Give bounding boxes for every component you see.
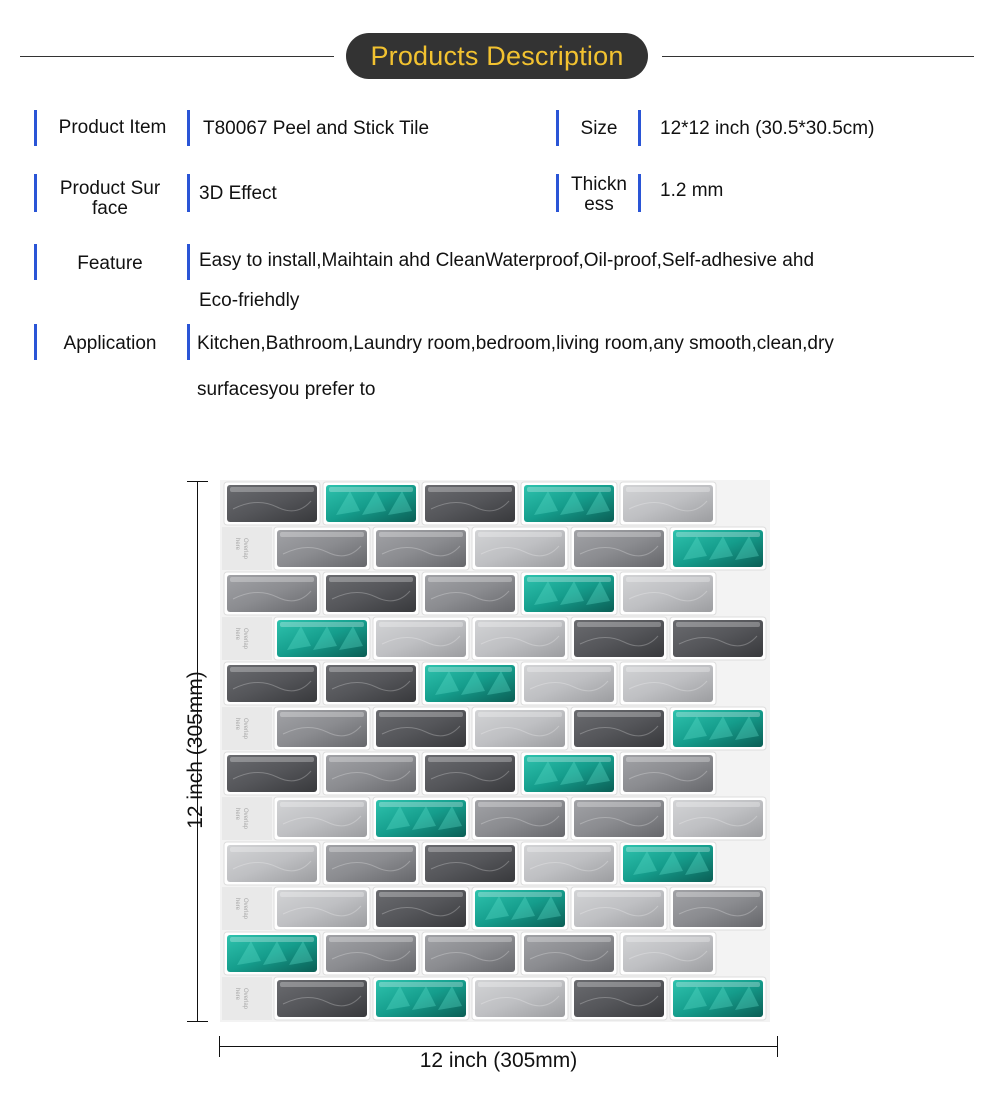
label-accent-bar <box>34 244 37 280</box>
brick-gloss <box>230 937 314 942</box>
brick-gloss <box>379 802 463 807</box>
brick-gloss <box>428 667 512 672</box>
brick-gloss <box>626 937 710 942</box>
tile-sheet-image <box>220 480 770 1022</box>
brick-gloss <box>527 937 611 942</box>
header-divider-right <box>662 56 974 57</box>
product-surface-label-line1: Product Sur <box>59 178 161 199</box>
brick-gloss <box>379 712 463 717</box>
brick-gloss <box>577 712 661 717</box>
application-value <box>197 321 957 413</box>
overlap-here-text: Overlaphere <box>234 808 248 830</box>
overlap-here-text: Overlaphere <box>234 628 248 650</box>
brick-gloss <box>230 487 314 492</box>
brick-gloss <box>527 847 611 852</box>
brick-gloss <box>626 847 710 852</box>
label-accent-bar <box>34 174 37 212</box>
brick-gloss <box>379 532 463 537</box>
brick-gloss <box>230 757 314 762</box>
brick-gloss <box>527 487 611 492</box>
thickness-label-line1: Thickn <box>571 174 627 195</box>
brick-gloss <box>626 757 710 762</box>
product-item-label: Product Item <box>58 117 167 138</box>
width-dimension-label: 12 inch (305mm) <box>419 1049 578 1072</box>
brick-gloss <box>230 847 314 852</box>
overlap-here-text: Overlaphere <box>234 718 248 740</box>
feature-value-line2: Eco-friehdly <box>199 290 300 311</box>
brick-gloss <box>676 532 760 537</box>
value-accent-bar <box>187 110 190 146</box>
page-title: Products Description <box>346 33 648 79</box>
value-accent-bar <box>187 324 190 360</box>
brick-gloss <box>527 757 611 762</box>
brick-gloss <box>577 892 661 897</box>
brick-gloss <box>379 622 463 627</box>
overlap-here-text: Overlaphere <box>234 988 248 1010</box>
brick-gloss <box>626 577 710 582</box>
feature-value <box>199 241 959 321</box>
brick-gloss <box>626 487 710 492</box>
thickness-label <box>562 175 636 215</box>
brick-gloss <box>478 982 562 987</box>
overlap-here-text: Overlaphere <box>234 538 248 560</box>
header-divider-left <box>20 56 334 57</box>
brick-gloss <box>329 757 413 762</box>
brick-gloss <box>478 802 562 807</box>
brick-gloss <box>230 667 314 672</box>
brick-gloss <box>280 622 364 627</box>
brick-gloss <box>280 712 364 717</box>
value-accent-bar <box>187 174 190 212</box>
brick-gloss <box>329 847 413 852</box>
brick-gloss <box>428 847 512 852</box>
brick-gloss <box>280 892 364 897</box>
feature-value-line1: Easy to install,Maihtain ahd CleanWaterproof,Oil-proof,Self-adhesive ahd <box>199 250 815 271</box>
label-accent-bar <box>556 174 559 212</box>
brick-gloss <box>626 667 710 672</box>
product-surface-label <box>40 179 180 219</box>
brick-gloss <box>478 712 562 717</box>
brick-gloss <box>230 577 314 582</box>
brick-gloss <box>329 667 413 672</box>
brick-gloss <box>577 982 661 987</box>
brick-gloss <box>379 982 463 987</box>
application-value-line2: surfacesyou prefer to <box>197 379 376 400</box>
height-dimension-label: 12 inch (305mm) <box>184 671 207 829</box>
brick-gloss <box>428 487 512 492</box>
brick-gloss <box>676 982 760 987</box>
overlap-here-text: Overlaphere <box>234 898 248 920</box>
brick-gloss <box>329 577 413 582</box>
brick-gloss <box>676 622 760 627</box>
value-accent-bar <box>638 174 641 212</box>
brick-gloss <box>527 667 611 672</box>
brick-gloss <box>379 892 463 897</box>
width-dimension-line <box>219 1046 778 1047</box>
thickness-value: 1.2 mm <box>660 180 724 201</box>
brick-gloss <box>676 712 760 717</box>
label-accent-bar <box>556 110 559 146</box>
product-surface-value: 3D Effect <box>199 183 277 204</box>
brick-gloss <box>527 577 611 582</box>
brick-gloss <box>428 577 512 582</box>
brick-gloss <box>280 802 364 807</box>
application-value-line1: Kitchen,Bathroom,Laundry room,bedroom,living room,any smooth,clean,dry <box>197 333 834 354</box>
brick-gloss <box>577 532 661 537</box>
thickness-label-line2: ess <box>584 194 614 215</box>
size-value: 12*12 inch (30.5*30.5cm) <box>660 118 875 139</box>
brick-gloss <box>676 892 760 897</box>
label-accent-bar <box>34 324 37 360</box>
brick-gloss <box>329 937 413 942</box>
brick-gloss <box>329 487 413 492</box>
brick-gloss <box>478 622 562 627</box>
brick-gloss <box>478 892 562 897</box>
value-accent-bar <box>187 244 190 280</box>
value-accent-bar <box>638 110 641 146</box>
brick-gloss <box>577 802 661 807</box>
brick-gloss <box>280 982 364 987</box>
product-surface-label-line2: face <box>92 198 128 219</box>
brick-gloss <box>280 532 364 537</box>
feature-label: Feature <box>77 253 143 274</box>
product-item-value: T80067 Peel and Stick Tile <box>203 118 430 139</box>
application-label: Application <box>63 333 157 354</box>
size-label: Size <box>580 118 618 139</box>
label-accent-bar <box>34 110 37 146</box>
brick-gloss <box>428 937 512 942</box>
brick-gloss <box>676 802 760 807</box>
dimension-cap-bottom <box>187 1021 208 1022</box>
brick-gloss <box>577 622 661 627</box>
brick-gloss <box>428 757 512 762</box>
brick-gloss <box>478 532 562 537</box>
